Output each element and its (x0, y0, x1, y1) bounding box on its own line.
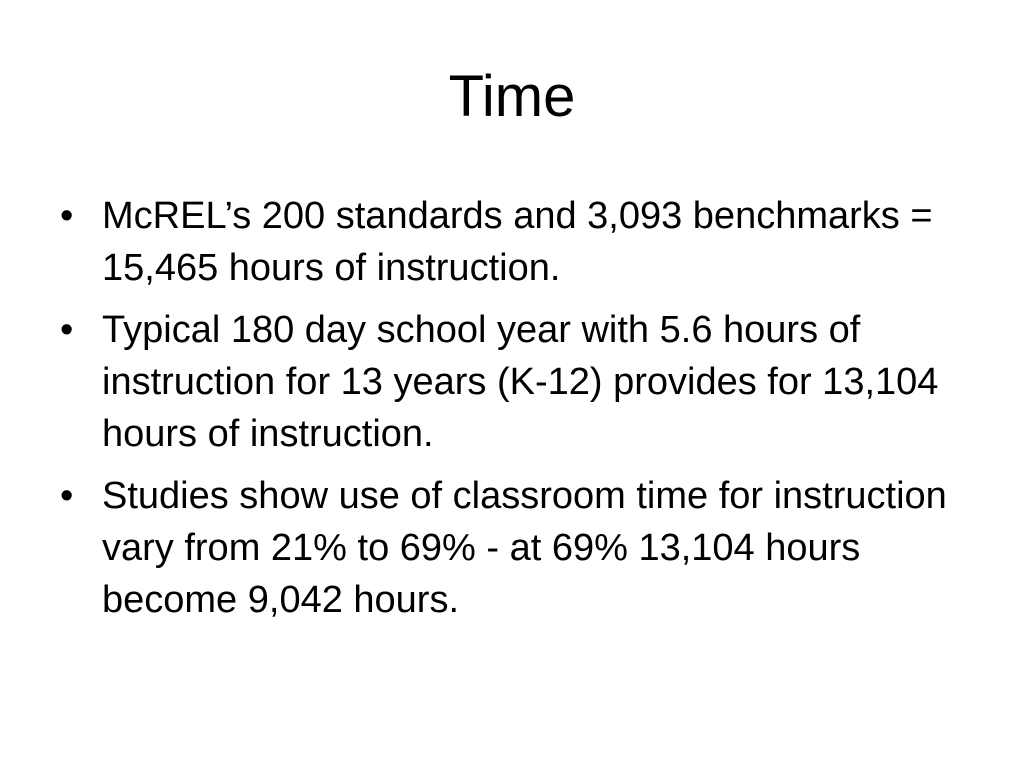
bullet-text: McREL’s 200 standards and 3,093 benchmarks = 15,465 hours of instruction. (102, 195, 933, 289)
bullet-icon: • (60, 475, 74, 517)
bullet-text: Studies show use of classroom time for instruction vary from 21% to 69% - at 69% 13,104 hours become 9,042 hours. (102, 475, 947, 621)
bullet-item-2 (60, 304, 970, 460)
bullet-icon: • (60, 195, 74, 237)
bullet-item-1 (60, 190, 970, 294)
bullet-text: Typical 180 day school year with 5.6 hours of instruction for 13 years (K-12) provides for 13,104 hours of instruction. (102, 309, 939, 455)
slide-title: Time (448, 64, 576, 129)
bullet-icon: • (60, 309, 74, 351)
bullet-item-3 (60, 470, 970, 626)
bullet-list (60, 190, 970, 636)
